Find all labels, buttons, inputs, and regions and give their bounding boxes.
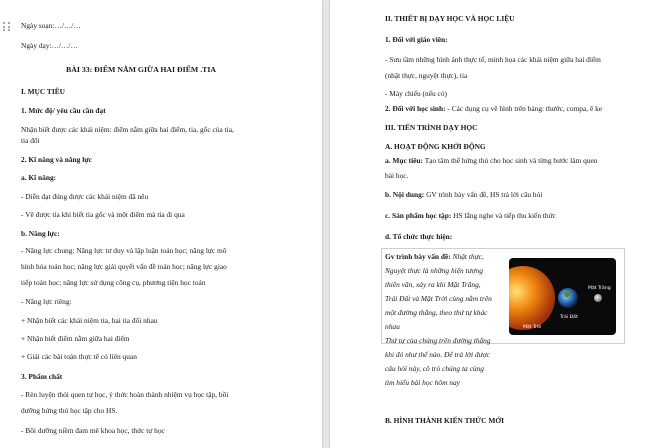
document-page-right	[330, 0, 650, 448]
content-label: b. Nội dung:	[385, 190, 425, 199]
heading-new-knowledge: B. HÌNH THÀNH KIẾN THỨC MỚI	[385, 416, 504, 425]
activity-intro-label: Gv trình bày vấn đề:	[385, 252, 451, 261]
heading-warmup: A. HOẠT ĐỘNG KHỞI ĐỘNG	[385, 142, 486, 151]
paragraph-text: tiếp toán học; năng lực sử dụng công cụ, phương tiện học toán	[21, 278, 206, 287]
product-text: HS lắng nghe và tiếp thu kiến thức	[451, 211, 556, 220]
heading-process: III. TIẾN TRÌNH DẠY HỌC	[385, 123, 478, 132]
date-prepared: Ngày soạn:…/…/…	[21, 21, 81, 30]
activity-intro	[385, 252, 484, 262]
activity-text: Thứ tự của chúng trên đường thẳng	[385, 336, 491, 345]
paragraph-text: bài học.	[385, 171, 409, 180]
heading-organization: d. Tổ chức thực hiện:	[385, 232, 453, 241]
activity-text: Nguyệt thực là những hiện tượng	[385, 266, 483, 275]
objective-label: a. Mục tiêu:	[385, 156, 423, 165]
list-item: - Máy chiếu (nếu có)	[385, 89, 447, 98]
lesson-title: BÀI 33: ĐIỂM NẰM GIỮA HAI ĐIỂM .TIA	[66, 65, 217, 74]
heading-qualities: 3. Phẩm chất	[21, 372, 63, 381]
list-item: - Vẽ được tia khi biết tia gốc và một điểm mà tia đi qua	[21, 210, 185, 219]
activity-text: Trái Đất và Mặt Trời cùng nằm trên	[385, 294, 492, 303]
list-item: + Nhận biết các khái niệm tia, hai tia đối nhau	[21, 316, 158, 325]
subheading-competency: b. Năng lực:	[21, 229, 60, 238]
student-equipment-text: - Các dụng cụ vẽ hình trên bảng: thước, compa, ê ke	[445, 104, 603, 113]
paragraph-text: - Rèn luyện thói quen tự học, ý thức hoàn thành nhiệm vụ học tập, bồi	[21, 390, 229, 399]
paragraph-text: (nhật thực, nguyệt thực), tia	[385, 71, 468, 80]
heading-requirements: 1. Mức độ/ yêu cầu cần đạt	[21, 106, 106, 115]
heading-teacher: 1. Đối với giáo viên:	[385, 35, 448, 44]
objective-line	[385, 156, 597, 166]
heading-equipment: II. THIẾT BỊ DẠY HỌC VÀ HỌC LIỆU	[385, 14, 515, 23]
content-line	[385, 190, 542, 200]
heading-skills: 2. Kĩ năng và năng lực	[21, 155, 92, 164]
heading-objectives: I. MỤC TIÊU	[21, 87, 66, 96]
student-equipment-label: 2. Đối với học sinh:	[385, 104, 446, 113]
list-item: - Diễn đạt đúng được các khái niệm đã nêu	[21, 192, 149, 201]
list-item: - Bồi dưỡng niềm đam mê khoa học, thức tự học	[21, 426, 165, 435]
activity-text: câu hỏi này, cô trò chúng ta cùng	[385, 364, 484, 373]
activity-text: một đường thẳng, theo thứ tự khác	[385, 308, 488, 317]
earth-icon	[558, 288, 578, 308]
student-equipment	[385, 104, 602, 114]
list-item: - Năng lực riêng:	[21, 297, 72, 306]
moon-label: Mặt Trăng	[588, 286, 611, 291]
activity-text: khi đó như thế nào. Để trả lời được	[385, 350, 490, 359]
activity-text: nhau	[385, 322, 400, 331]
activity-text: thiên văn, xảy ra khi Mặt Trăng,	[385, 280, 481, 289]
table-move-handle-icon[interactable]	[3, 22, 11, 32]
date-taught: Ngày dạy:…/…/…	[21, 41, 78, 50]
sun-label: Mặt Trời	[523, 325, 542, 330]
paragraph-text: hình hóa toán học; năng lực giải quyết vấn đề toán học; năng lực giao	[21, 262, 227, 271]
sun-earth-moon-image	[509, 258, 616, 335]
paragraph-text: - Sưu tầm những hình ảnh thực tế, minh họa các khái niệm giữa hai điểm	[385, 55, 601, 64]
list-item: + Giải các bài toán thực tế có liên quan	[21, 352, 137, 361]
earth-label: Trái Đất	[560, 315, 578, 320]
document-page-left	[0, 0, 322, 448]
paragraph-text: Nhận biết được các khái niệm: điểm nằm giữa hai điểm, tia, gốc của tia,	[21, 125, 234, 134]
moon-icon	[594, 294, 602, 302]
activity-text: tìm hiểu bài học hôm nay	[385, 378, 460, 387]
product-label: c. Sản phẩm học tập:	[385, 211, 452, 220]
product-line	[385, 211, 556, 221]
content-text: GV trình bày vấn đề, HS trả lời câu hỏi	[424, 190, 543, 199]
subheading-skills: a. Kĩ năng:	[21, 173, 57, 182]
list-item: + Nhận biết điểm nằm giữa hai điểm	[21, 334, 130, 343]
paragraph-text: - Năng lực chung: Năng lực tư duy và lập luận toán học; năng lực mô	[21, 246, 227, 255]
paragraph-text: dưỡng hứng thú học tập cho HS.	[21, 406, 118, 415]
paragraph-text: tia đối	[21, 136, 40, 145]
activity-intro-text: Nhật thực,	[450, 252, 484, 261]
objective-text: Tạo tâm thế hứng thú cho học sinh và từng bước làm quen	[422, 156, 598, 165]
